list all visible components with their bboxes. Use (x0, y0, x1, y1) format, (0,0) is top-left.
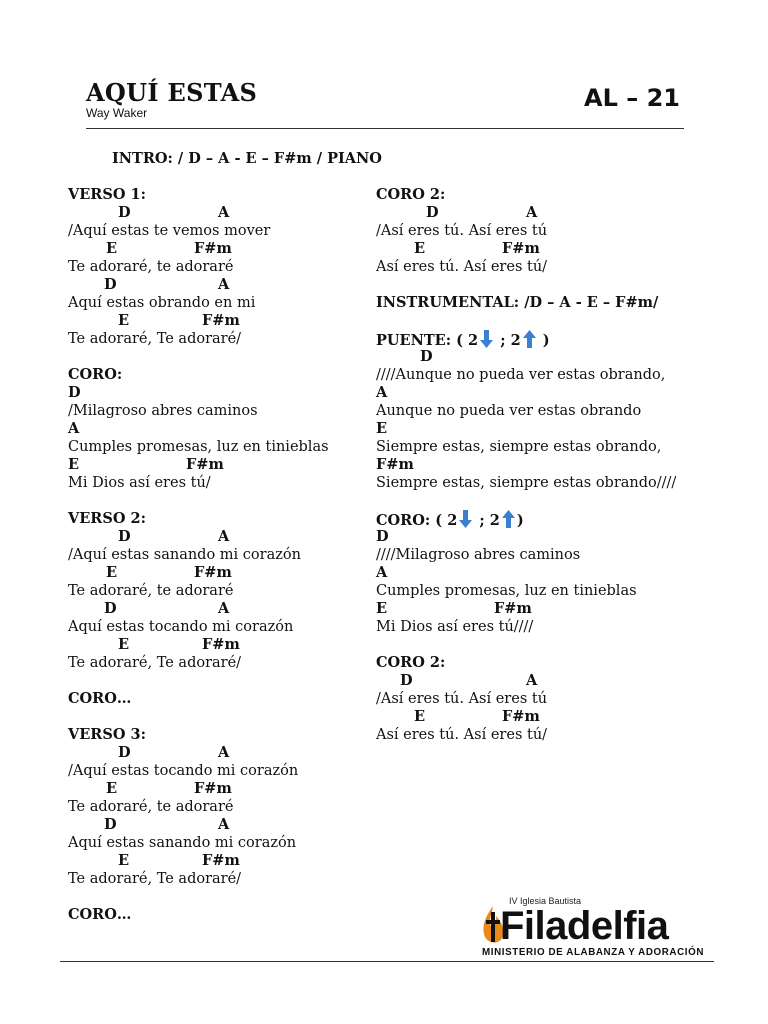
arrow-down-icon (480, 330, 493, 348)
chord-line (68, 204, 368, 222)
lyric-line: Cumples promesas, luz en tinieblas (376, 583, 637, 599)
spacer (376, 276, 716, 294)
chord-line (376, 348, 716, 366)
spacer (68, 708, 368, 726)
section-title-coro-repeat: CORO… (68, 690, 132, 707)
repeat-count: ; 2 (500, 332, 521, 349)
arrow-down-icon (459, 510, 472, 528)
lyric-line: Te adoraré, te adoraré (68, 583, 234, 599)
chord: E (118, 852, 130, 869)
lyric-line: ////Milagroso abres caminos (376, 547, 581, 563)
chord: A (218, 816, 230, 833)
chord: A (218, 744, 230, 761)
ministry-tagline: MINISTERIO DE ALABANZA Y ADORACIÓN (482, 947, 704, 958)
chord-line (376, 564, 716, 582)
chord: E (376, 420, 388, 437)
coro-close: ) (516, 512, 524, 529)
section-title-puente (376, 330, 716, 348)
chord: F#m (194, 240, 232, 257)
chord: A (218, 528, 230, 545)
section-title-verso-1: VERSO 1: (68, 186, 146, 203)
chord: D (420, 348, 433, 365)
brand-name: Filadelfia (500, 904, 669, 948)
chord-line (376, 528, 716, 546)
chord: D (118, 204, 131, 221)
chord-line (68, 780, 368, 798)
right-column (376, 186, 716, 744)
chord: F#m (502, 240, 540, 257)
lyric-line: /Aquí estas tocando mi corazón (68, 763, 299, 779)
chord: E (118, 636, 130, 653)
spacer (376, 312, 716, 330)
lyric-line: Aquí estas obrando en mi (68, 295, 256, 311)
chord: A (526, 672, 538, 689)
chord-line (68, 420, 368, 438)
lyric-line: Mi Dios así eres tú/ (68, 475, 211, 491)
section-title-instrumental: INSTRUMENTAL: /D – A - E – F#m/ (376, 294, 659, 311)
chord-line (68, 276, 368, 294)
chord: E (376, 600, 388, 617)
chord: A (376, 384, 388, 401)
section-title-coro-repeat: CORO… (68, 906, 132, 923)
chord: E (414, 240, 426, 257)
chord: D (426, 204, 439, 221)
chord: F#m (376, 456, 414, 473)
chord-line (376, 600, 716, 618)
section-title-verso-3: VERSO 3: (68, 726, 146, 743)
section-title-coro-repeat-count (376, 510, 716, 528)
chord: D (104, 816, 117, 833)
lyric-line: ////Aunque no pueda ver estas obrando, (376, 367, 666, 383)
spacer (376, 636, 716, 654)
song-title: AQUÍ ESTAS (86, 78, 258, 107)
coro-label: CORO: ( (376, 512, 443, 529)
chord: E (68, 456, 80, 473)
chord-line (376, 420, 716, 438)
lyric-line: Te adoraré, Te adoraré/ (68, 331, 242, 347)
chord: D (104, 600, 117, 617)
chord-line (68, 564, 368, 582)
lyric-line: /Aquí estas te vemos mover (68, 223, 271, 239)
chord: D (376, 528, 389, 545)
lyric-line: Siempre estas, siempre estas obrando, (376, 439, 662, 455)
church-name: IV Iglesia Bautista (509, 896, 582, 906)
spacer (68, 888, 368, 906)
chord-line (376, 672, 716, 690)
lyric-line: Aquí estas tocando mi corazón (68, 619, 294, 635)
chord: D (400, 672, 413, 689)
chord: F#m (202, 852, 240, 869)
lyric-line: Aunque no pueda ver estas obrando (376, 403, 642, 419)
chord-line (376, 456, 716, 474)
chord: E (106, 240, 118, 257)
chord-line (68, 456, 368, 474)
lyric-line: /Milagroso abres caminos (68, 403, 258, 419)
chord-line (376, 204, 716, 222)
repeat-count: ; 2 (479, 512, 500, 529)
chord: F#m (202, 636, 240, 653)
arrow-up-icon (502, 510, 515, 528)
chord: E (106, 780, 118, 797)
chord-line (376, 384, 716, 402)
chord: A (376, 564, 388, 581)
chord-line (68, 852, 368, 870)
chord: F#m (494, 600, 532, 617)
lyric-line: Cumples promesas, luz en tinieblas (68, 439, 329, 455)
chord: D (68, 384, 81, 401)
chord-line (376, 708, 716, 726)
puente-label: PUENTE: ( (376, 332, 463, 349)
chord: E (106, 564, 118, 581)
header-divider (86, 128, 684, 129)
lyric-line: Así eres tú. Así eres tú/ (376, 727, 548, 743)
section-title-coro-2: CORO 2: (376, 186, 446, 203)
chord-line (68, 240, 368, 258)
section-title-coro: CORO: (68, 366, 123, 383)
spacer (68, 672, 368, 690)
chord: A (218, 600, 230, 617)
church-logo (478, 896, 704, 962)
intro-line: INTRO: / D – A - E – F#m / PIANO (112, 150, 382, 167)
chord-line (68, 636, 368, 654)
repeat-count: 2 (447, 512, 458, 529)
puente-close: ) (542, 332, 550, 349)
chord: F#m (194, 564, 232, 581)
chord: F#m (202, 312, 240, 329)
lyric-line: Te adoraré, te adoraré (68, 799, 234, 815)
chord-line (68, 384, 368, 402)
lyric-line: Aquí estas sanando mi corazón (68, 835, 297, 851)
left-column (68, 186, 368, 924)
chord-line (376, 240, 716, 258)
lyric-line: Te adoraré, te adoraré (68, 259, 234, 275)
chord: D (118, 528, 131, 545)
chord-line (68, 528, 368, 546)
spacer (376, 492, 716, 510)
lyric-line: Te adoraré, Te adoraré/ (68, 655, 242, 671)
chord: F#m (502, 708, 540, 725)
song-author: Way Waker (86, 106, 148, 120)
chord: F#m (186, 456, 224, 473)
chord: D (104, 276, 117, 293)
spacer (68, 348, 368, 366)
chord-line (68, 600, 368, 618)
chord: A (68, 420, 80, 437)
lyric-line: /Así eres tú. Así eres tú (376, 223, 548, 239)
lyric-line: /Así eres tú. Así eres tú (376, 691, 548, 707)
chord: E (118, 312, 130, 329)
song-code: AL – 21 (584, 84, 680, 112)
lyric-line: Siempre estas, siempre estas obrando//// (376, 475, 677, 491)
chord-line (68, 312, 368, 330)
footer-divider (60, 961, 714, 962)
arrow-up-icon (523, 330, 536, 348)
chord: F#m (194, 780, 232, 797)
chord: A (218, 276, 230, 293)
chord: A (526, 204, 538, 221)
chord: A (218, 204, 230, 221)
chord-line (68, 744, 368, 762)
chord: D (118, 744, 131, 761)
spacer (68, 492, 368, 510)
repeat-count: 2 (468, 332, 479, 349)
lyric-line: /Aquí estas sanando mi corazón (68, 547, 301, 563)
lyric-line: Te adoraré, Te adoraré/ (68, 871, 242, 887)
chord: E (414, 708, 426, 725)
section-title-coro-2: CORO 2: (376, 654, 446, 671)
lyric-line: Así eres tú. Así eres tú/ (376, 259, 548, 275)
lyric-line: Mi Dios así eres tú//// (376, 619, 534, 635)
section-title-verso-2: VERSO 2: (68, 510, 146, 527)
chord-line (68, 816, 368, 834)
